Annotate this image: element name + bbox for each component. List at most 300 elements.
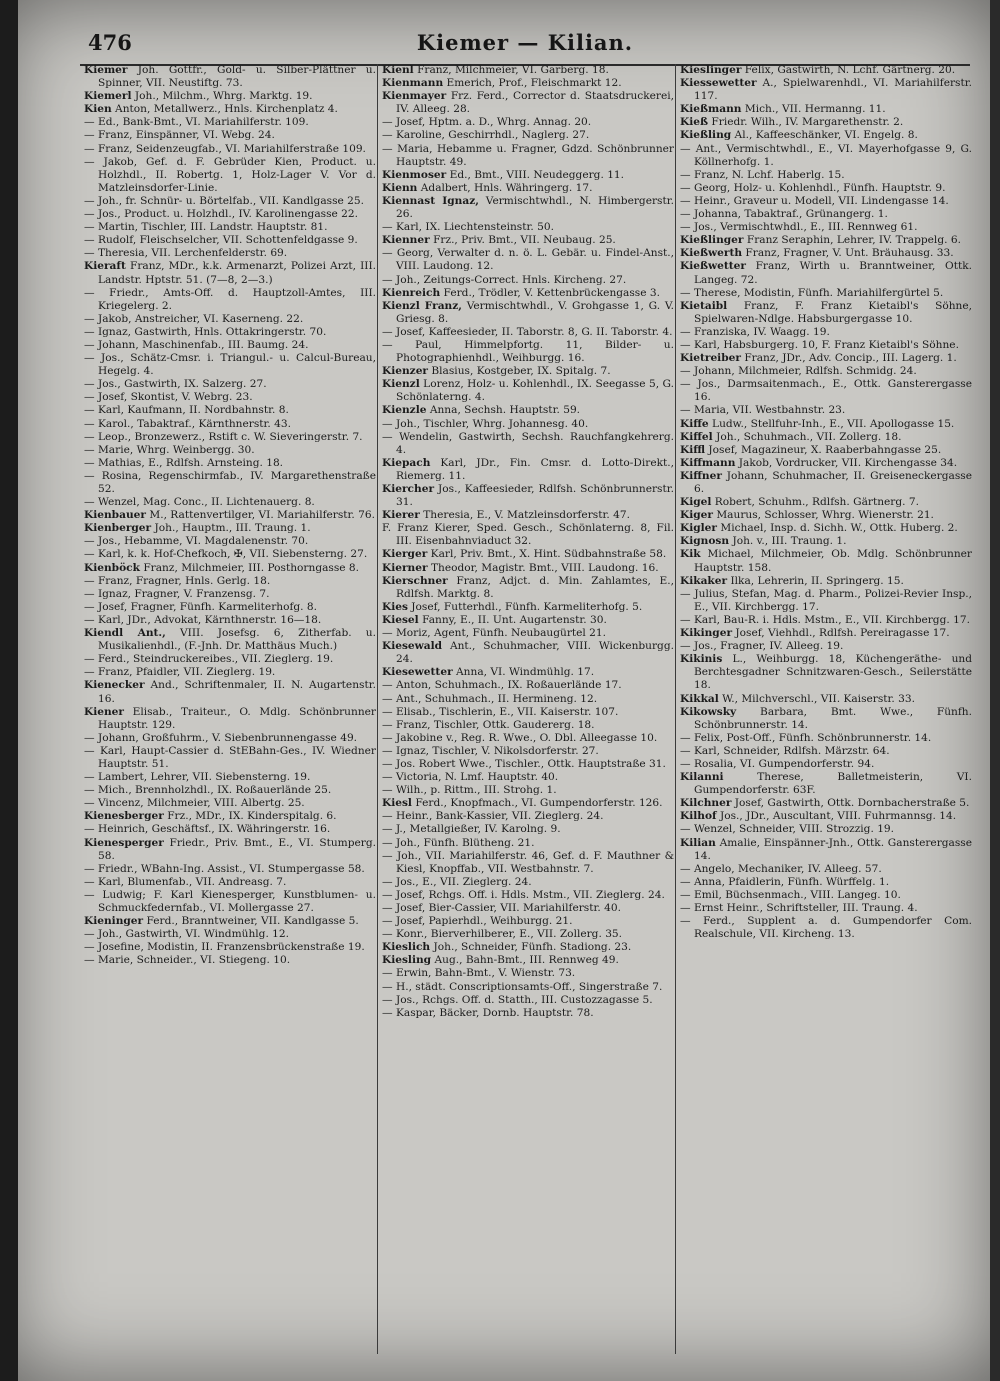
entry-details: Ferd., Branntweiner, VII. Kandlgasse 5. [143, 915, 359, 928]
directory-sub-entry [382, 915, 674, 928]
directory-entry [680, 797, 972, 810]
entry-surname: Kienl [382, 64, 414, 76]
directory-sub-entry [680, 339, 972, 352]
entry-surname: Kignosn [680, 535, 730, 548]
directory-entry [84, 627, 376, 653]
directory-entry [680, 247, 972, 260]
directory-entry [382, 562, 674, 575]
directory-entry [382, 548, 674, 561]
directory-sub-entry [84, 391, 376, 404]
entry-surname: Kienn [382, 181, 418, 194]
entry-details: — Rosina, Regenschirmfab., IV. Margarethenstraße 52. [84, 469, 376, 495]
entry-details: — Ludwig; F. Karl Kienesperger, Kunstblumen- u. Schmuckfedernfab., VI. Mollergasse 27. [84, 888, 376, 914]
entry-surname: Kiepach [382, 456, 431, 469]
entry-surname: Kierer [382, 509, 420, 522]
entry-details: — Jos., Darmsaitenmach., E., Ottk. Gansterergasse 16. [680, 378, 972, 404]
entry-details: Adalbert, Hnls. Währingerg. 17. [417, 181, 593, 194]
entry-details: Johann, Schuhmacher, II. Greiseneckergasse 6. [694, 469, 972, 495]
entry-details: — Karl, Habsburgerg. 10, F. Franz Kietaibl's Söhne. [680, 338, 959, 351]
entry-details: — Ant., Schuhmach., II. Hermineng. 12. [382, 692, 598, 705]
directory-entry [382, 195, 674, 221]
entry-surname: Kienreich [382, 286, 441, 299]
directory-entry [382, 378, 674, 404]
directory-entry [382, 169, 674, 182]
entry-details: Therese, Balletmeisterin, VI. Gumpendorferstr. 63F. [694, 771, 972, 797]
directory-entry [680, 77, 972, 103]
entry-surname: Kien [84, 103, 112, 116]
entry-surname: Kiesewetter [382, 666, 453, 679]
entry-surname: Kienner [382, 234, 430, 247]
entry-details: — Heinr., Bank-Kassier, VII. Zieglerg. 24. [382, 810, 604, 823]
directory-entry [680, 653, 972, 692]
entry-details: — Karl, Schneider, Rdlfsh. Märzstr. 64. [680, 744, 890, 757]
directory-sub-entry [382, 745, 674, 758]
directory-sub-entry [382, 116, 674, 129]
directory-entry [84, 260, 376, 286]
entry-details: — Jos., Vermischtwhdl., E., III. Rennweg 61. [680, 221, 918, 234]
entry-surname: Kiendl Ant., [84, 627, 166, 640]
entry-surname: Kies [382, 600, 408, 613]
entry-details: Franz, Milchmeier, VI. Garberg. 18. [413, 64, 609, 76]
entry-details: Ferd., Trödler, V. Kettenbrückengasse 3. [440, 286, 660, 299]
entry-details: — Julius, Stefan, Mag. d. Pharm., Polizei-Revier Insp., E., VII. Kirchbergg. 17. [680, 587, 972, 613]
entry-details: Anton, Metallwerz., Hnls. Kirchenplatz 4. [111, 103, 338, 116]
entry-surname: Kienesperger [84, 836, 164, 849]
directory-entry [84, 837, 376, 863]
entry-details: — Josef, Kaffeesieder, II. Taborstr. 8, G. II. Taborstr. 4. [382, 325, 673, 338]
directory-sub-entry [680, 221, 972, 234]
entry-details: — Franz, N. Lchf. Haberlg. 15. [680, 168, 845, 181]
entry-details: — Joh., fr. Schnür- u. Börtelfab., VII. Kandlgasse 25. [84, 194, 364, 207]
directory-entry [382, 90, 674, 116]
directory-sub-entry [382, 1007, 674, 1020]
entry-details: Joh. Gottfr., Gold- u. Silber-Plättner u. Spinner, VII. Neustiftg. 73. [98, 64, 376, 90]
directory-entry [680, 444, 972, 457]
entry-details: W., Milchverschl., VII. Kaiserstr. 33. [718, 692, 916, 705]
directory-sub-entry [84, 548, 376, 561]
entry-details: — Victoria, N. Lmf. Hauptstr. 40. [382, 771, 559, 784]
directory-entry [680, 706, 972, 732]
page-number: 476 [88, 30, 132, 55]
directory-entry [382, 601, 674, 614]
entry-surname: Kieslich [382, 941, 431, 954]
directory-sub-entry [84, 431, 376, 444]
directory-sub-entry [382, 823, 674, 836]
directory-sub-entry [382, 326, 674, 339]
directory-entry [680, 260, 972, 286]
entry-surname: Kiesling [382, 954, 432, 967]
entry-details: — Leop., Bronzewerz., Rstift c. W. Sieveringerstr. 7. [84, 430, 363, 443]
entry-surname: Kiercher [382, 483, 435, 495]
entry-details: Franz Seraphin, Lehrer, IV. Trappelg. 6. [743, 234, 961, 247]
entry-details: Friedr., Priv. Bmt., E., VI. Stumperg. 58. [98, 836, 376, 862]
directory-sub-entry [84, 614, 376, 627]
entry-details: — Johann, Milchmeier, Rdlfsh. Schmidg. 24. [680, 365, 917, 378]
entry-details: Frz., MDr., IX. Kinderspitalg. 6. [163, 810, 337, 823]
entry-surname: Kiesewald [382, 640, 443, 653]
directory-sub-entry [680, 915, 972, 941]
entry-details: — Ignaz, Tischler, V. Nikolsdorferstr. 27. [382, 744, 599, 757]
entry-details: — Johann, Großfuhrm., V. Siebenbrunnengasse 49. [84, 731, 358, 744]
directory-sub-entry [382, 418, 674, 431]
entry-details: — Erwin, Bahn-Bmt., V. Wienstr. 73. [382, 967, 576, 980]
entry-details: — Friedr., WBahn-Ing. Assist., VI. Stumpergasse 58. [84, 862, 365, 875]
directory-entry [680, 418, 972, 431]
directory-sub-entry [84, 195, 376, 208]
entry-details: Vermischtwhdl., N. Himbergerstr. 26. [396, 194, 674, 221]
entry-details: — Friedr., Amts-Off. d. Hauptzoll-Amtes, III. Kriegelerg. 2. [84, 286, 376, 312]
entry-details: — Konr., Bierverhilberer, E., VII. Zollerg. 35. [382, 928, 623, 941]
entry-details: — Jos., Product. u. Holzhdl., IV. Karolinengasse 22. [84, 208, 358, 221]
directory-entry [84, 810, 376, 823]
directory-sub-entry [382, 706, 674, 719]
directory-entry [84, 64, 376, 90]
directory-entry [382, 457, 674, 483]
entry-details: — Josef, Fragner, Fünfh. Karmeliterhofg. 8. [84, 600, 318, 613]
entry-details: F. Franz Kierer, Sped. Gesch., Schönlaterng. 8, Fil. III. Eisenbahnviaduct 32. [382, 522, 674, 548]
directory-sub-entry [680, 863, 972, 876]
entry-details: — Franz, Tischler, Ottk. Gaudererg. 18. [382, 718, 595, 731]
entry-details: And., Schriftenmaler, II. N. Augartenstr. 16. [98, 679, 376, 705]
entry-details: Ilka, Lehrerin, II. Springerg. 15. [727, 574, 904, 587]
entry-details: — Heinr., Graveur u. Modell, VII. Lindengasse 14. [680, 194, 949, 207]
entry-details: — Josef, Hptm. a. D., Whrg. Annag. 20. [382, 116, 592, 129]
entry-details: — Maria, Hebamme u. Fragner, Gdzd. Schönbrunner Hauptstr. 49. [382, 142, 674, 168]
directory-sub-entry [84, 535, 376, 548]
scan-edge-right [990, 0, 1000, 1381]
entry-details: — Jos. Robert Wwe., Tischler., Ottk. Hauptstraße 31. [382, 757, 666, 770]
entry-details: — Ignaz, Fragner, V. Franzensg. 7. [84, 587, 270, 600]
directory-sub-entry [680, 902, 972, 915]
directory-sub-entry [84, 418, 376, 431]
directory-sub-entry [84, 143, 376, 156]
directory-entry [84, 706, 376, 732]
entry-details: — Franziska, IV. Waagg. 19. [680, 325, 830, 338]
entry-details: — Josef, Rchgs. Off. i. Hdls. Mstm., VII. Zieglerg. 24. [382, 888, 665, 901]
entry-details: Amalie, Einspänner-Jnh., Ottk. Gansterergasse 14. [694, 836, 972, 862]
entry-details: Josef, Viehhdl., Rdlfsh. Pereiragasse 17. [732, 627, 950, 640]
entry-details: Ant., Schuhmacher, VIII. Wickenburgg. 24. [396, 640, 674, 666]
entry-surname: Kik [680, 548, 701, 561]
directory-sub-entry [382, 967, 674, 980]
directory-sub-entry [84, 889, 376, 915]
entry-details: Fanny, E., II. Unt. Augartenstr. 30. [418, 613, 607, 626]
directory-sub-entry [84, 771, 376, 784]
entry-details: Theodor, Magistr. Bmt., VIII. Laudong. 16. [427, 561, 659, 574]
directory-sub-entry [84, 378, 376, 391]
entry-details: Jakob, Vordrucker, VII. Kirchengasse 34. [735, 456, 958, 469]
directory-sub-entry [382, 679, 674, 692]
entry-details: — Joh., VII. Mariahilferstr. 46, Gef. d. F. Mauthner & Kiesl, Knopffab., VII. Westbahnstr. 7. [382, 849, 674, 875]
directory-sub-entry [84, 863, 376, 876]
entry-details: — Kaspar, Bäcker, Dornb. Hauptstr. 78. [382, 1006, 594, 1019]
entry-details: Al., Kaffeeschänker, VI. Engelg. 8. [731, 129, 918, 142]
entry-details: Aug., Bahn-Bmt., III. Rennweg 49. [431, 954, 619, 967]
entry-details: Elisab., Traiteur., O. Mdlg. Schönbrunner Hauptstr. 129. [98, 705, 376, 731]
entry-surname: Kieraft [84, 260, 126, 273]
entry-surname: Kiffl [680, 443, 706, 456]
entry-surname: Kikinger [680, 627, 733, 640]
column-1 [84, 64, 376, 1360]
directory-sub-entry [382, 994, 674, 1007]
scan-edge-left [0, 0, 18, 1381]
entry-details: — Mathias, E., Rdlfsh. Arnsteing. 18. [84, 456, 284, 469]
directory-sub-entry [84, 666, 376, 679]
directory-sub-entry [84, 653, 376, 666]
entry-details: — Joh., Fünfh. Blütheng. 21. [382, 836, 535, 849]
entry-surname: Kienzl Franz, [382, 299, 462, 312]
directory-sub-entry [382, 431, 674, 457]
directory-sub-entry [84, 496, 376, 509]
entry-details: Michael, Insp. d. Sichh. W., Ottk. Huberg. 2. [717, 522, 958, 535]
entry-surname: Kienberger [84, 522, 152, 535]
entry-surname: Kilanni [680, 771, 724, 784]
entry-details: Joh., Schneider, Fünfh. Stadiong. 23. [430, 941, 632, 954]
entry-surname: Kienbauer [84, 509, 146, 522]
directory-sub-entry [382, 889, 674, 902]
directory-entry [382, 300, 674, 326]
entry-surname: Kikaker [680, 574, 728, 587]
directory-sub-entry [84, 588, 376, 601]
entry-details: — Paul, Himmelpfortg. 11, Bilder- u. Photographienhdl., Weihburgg. 16. [382, 338, 674, 365]
directory-entry [680, 457, 972, 470]
directory-sub-entry [84, 928, 376, 941]
directory-entry [680, 234, 972, 247]
directory-entry [680, 431, 972, 444]
entry-details: — Vincenz, Milchmeier, VIII. Albertg. 25. [84, 797, 305, 810]
entry-details: — Karl, Kaufmann, II. Nordbahnstr. 8. [84, 404, 289, 417]
directory-entry [382, 941, 674, 954]
directory-sub-entry [84, 208, 376, 221]
entry-details: — Wenzel, Mag. Conc., II. Lichtenauerg. 8. [84, 496, 315, 509]
entry-surname: Kilhof [680, 810, 717, 823]
entry-surname: Kienmann [382, 77, 444, 90]
entry-details: — Georg, Verwalter d. n. ö. L. Gebär. u. Findel-Anst., VIII. Laudong. 12. [382, 247, 674, 273]
directory-sub-entry [382, 732, 674, 745]
directory-sub-entry [680, 876, 972, 889]
directory-sub-entry [382, 771, 674, 784]
directory-sub-entry [680, 195, 972, 208]
entry-details: Karl, JDr., Fin. Cmsr. d. Lotto-Direkt., Riemerg. 11. [396, 456, 674, 482]
entry-details: Franz, MDr., k.k. Armenarzt, Polizei Arzt, III. Landstr. Hptstr. 51. (7—8, 2—3.) [98, 260, 376, 286]
column-divider [675, 64, 676, 1354]
entry-details: — Johann, Maschinenfab., III. Baumg. 24. [84, 338, 309, 351]
entry-surname: Kiesl [382, 797, 412, 810]
entry-details: Jos., Kaffeesieder, Rdlfsh. Schönbrunnerstr. 31. [396, 483, 674, 509]
entry-details: — Jakobine v., Reg. R. Wwe., O. Dbl. Alleegasse 10. [382, 731, 658, 744]
directory-sub-entry [382, 810, 674, 823]
entry-surname: Kiger [680, 509, 713, 522]
entry-details: — Mich., Brennholzhdl., IX. Roßauerlände 25. [84, 784, 332, 797]
directory-sub-entry [680, 758, 972, 771]
entry-details: — Ant., Vermischtwhdl., E., VI. Mayerhofgasse 9, G. Köllnerhofg. 1. [680, 142, 972, 168]
entry-details: — Jos., Gastwirth, IX. Salzerg. 27. [84, 378, 267, 391]
directory-entry [382, 77, 674, 90]
entry-details: — Maria, VII. Westbahnstr. 23. [680, 404, 846, 417]
columns-container [84, 64, 976, 1360]
entry-details: — Ferd., Steindruckereibes., VII. Zieglerg. 19. [84, 653, 334, 666]
directory-entry [680, 496, 972, 509]
entry-surname: Kiesel [382, 613, 419, 626]
entry-details: Josef, Magazineur, X. Raaberbahngasse 25. [705, 443, 942, 456]
entry-details: — Jos., Hebamme, VI. Magdalenenstr. 70. [84, 535, 309, 548]
entry-details: — Moriz, Agent, Fünfh. Neubaugürtel 21. [382, 627, 607, 640]
entry-surname: Kieß [680, 116, 709, 129]
directory-sub-entry [84, 234, 376, 247]
directory-entry [382, 404, 674, 417]
directory-entry [382, 182, 674, 195]
entry-details: — Karl, Bau-R. i. Hdls. Mstm., E., VII. Kirchbergg. 17. [680, 613, 970, 626]
entry-details: — Wilh., p. Rittm., III. Strohg. 1. [382, 784, 557, 797]
entry-details: M., Rattenvertilger, VI. Mariahilferstr. 76. [145, 509, 376, 522]
entry-details: — Angelo, Mechaniker, IV. Alleeg. 57. [680, 862, 882, 875]
entry-details: — Josefine, Modistin, II. Franzensbrückenstraße 19. [84, 941, 365, 954]
directory-sub-entry [84, 823, 376, 836]
entry-details: — Karoline, Geschirrhdl., Naglerg. 27. [382, 129, 590, 142]
entry-details: — Jakob, Gef. d. F. Gebrüder Kien, Product. u. Holzhdl., II. Robertg. 1, Holz-Lager V. Vor d. Matzleinsdorfer-Linie. [84, 155, 376, 194]
entry-details: — Felix, Post-Off., Fünfh. Schönbrunnerstr. 14. [680, 731, 932, 744]
entry-surname: Kierger [382, 548, 428, 561]
column-3 [680, 64, 972, 1360]
entry-details: Josef, Futterhdl., Fünfh. Karmeliterhofg. 5. [407, 600, 643, 613]
entry-details: — Anton, Schuhmach., IX. Roßauerlände 17. [382, 679, 622, 692]
directory-sub-entry [680, 640, 972, 653]
directory-sub-entry [84, 575, 376, 588]
entry-details: — Franz, Einspänner, VI. Webg. 24. [84, 129, 275, 142]
entry-surname: Kienmoser [382, 168, 447, 181]
directory-entry [680, 522, 972, 535]
entry-details: — Johanna, Tabaktraf., Grünangerg. 1. [680, 208, 888, 221]
entry-surname: Kienzer [382, 365, 429, 378]
entry-details: Barbara, Bmt. Wwe., Fünfh. Schönbrunnerstr. 14. [694, 705, 972, 731]
entry-surname: Kietreiber [680, 352, 741, 365]
entry-details: Felix, Gastwirth, N. Lchf. Gärtnerg. 20. [741, 64, 956, 76]
entry-surname: Kiessewetter [680, 77, 757, 90]
directory-sub-entry [84, 876, 376, 889]
entry-details: A., Spielwarenhdl., VI. Mariahilferstr. 117. [694, 77, 972, 103]
directory-sub-entry [84, 339, 376, 352]
entry-surname: Kienecker [84, 679, 145, 692]
directory-sub-entry [680, 287, 972, 300]
directory-sub-entry [84, 287, 376, 313]
entry-details: — Karol., Tabaktraf., Kärnthnerstr. 43. [84, 417, 292, 430]
entry-details: — Josef, Papierhdl., Weihburgg. 21. [382, 915, 573, 928]
entry-details: Franz, Wirth u. Branntweiner, Ottk. Langeg. 72. [694, 260, 972, 286]
entry-details: Franz, Milchmeier, III. Posthorngasse 8. [139, 561, 360, 574]
directory-entry [382, 509, 674, 522]
directory-entry [680, 300, 972, 326]
entry-details: Theresia, E., V. Matzleinsdorferstr. 47. [419, 509, 630, 522]
entry-details: — Karl, Haupt-Cassier d. StEBahn-Ges., IV. Wiedner Hauptstr. 51. [84, 744, 376, 770]
directory-entry [382, 365, 674, 378]
directory-sub-entry [680, 588, 972, 614]
entry-details: — Marie, Schneider., VI. Stiegeng. 10. [84, 954, 291, 967]
entry-details: — Ferd., Supplent a. d. Gumpendorfer Com. Realschule, VII. Kircheng. 13. [680, 915, 972, 941]
entry-details: — Anna, Pfaidlerin, Fünfh. Würffelg. 1. [680, 875, 890, 888]
directory-entry [84, 509, 376, 522]
entry-details: — Jakob, Anstreicher, VI. Kaserneng. 22. [84, 312, 304, 325]
directory-sub-entry [382, 981, 674, 994]
directory-sub-entry [382, 627, 674, 640]
directory-entry [382, 640, 674, 666]
entry-details: — Wendelin, Gastwirth, Sechsh. Rauchfangkehrerg. 4. [382, 430, 674, 456]
directory-sub-entry [84, 156, 376, 195]
directory-sub-entry [680, 732, 972, 745]
entry-details: — Emil, Büchsenmach., VIII. Langeg. 10. [680, 888, 901, 901]
entry-surname: Kienzle [382, 404, 427, 417]
entry-details: Frz. Ferd., Corrector d. Staatsdruckerei, IV. Alleeg. 28. [396, 90, 674, 116]
entry-details: — Ernst Heinr., Schriftsteller, III. Traung. 4. [680, 902, 918, 914]
entry-details: Joh. v., III. Traung. 1. [729, 535, 847, 548]
directory-sub-entry [680, 614, 972, 627]
entry-details: — Franz, Pfaidler, VII. Zieglerg. 19. [84, 666, 276, 679]
column-divider [377, 64, 378, 1354]
entry-surname: Kießlinger [680, 234, 744, 247]
directory-sub-entry [382, 129, 674, 142]
entry-details: — Josef, Skontist, V. Webrg. 23. [84, 391, 253, 404]
directory-sub-entry [382, 928, 674, 941]
directory-sub-entry [84, 326, 376, 339]
entry-surname: Kiemerl [84, 90, 132, 103]
directory-sub-entry [382, 693, 674, 706]
directory-sub-entry [382, 876, 674, 889]
directory-sub-entry [382, 837, 674, 850]
directory-sub-entry [382, 143, 674, 169]
directory-entry [680, 352, 972, 365]
entry-surname: Kienböck [84, 561, 140, 574]
entry-surname: Kienzl [382, 378, 420, 391]
entry-details: Joh., Schuhmach., VII. Zollerg. 18. [712, 430, 902, 443]
entry-details: — Theresia, VII. Lerchenfelderstr. 69. [84, 247, 288, 260]
entry-surname: Kiffner [680, 469, 722, 482]
directory-sub-entry [84, 784, 376, 797]
directory-entry [382, 64, 674, 77]
entry-details: Karl, Priv. Bmt., X. Hint. Südbahnstraße 58. [427, 548, 667, 561]
entry-details: — Rudolf, Fleischselcher, VII. Schottenfeldgasse 9. [84, 234, 358, 247]
entry-surname: Kigler [680, 522, 717, 535]
directory-sub-entry [84, 470, 376, 496]
entry-details: Blasius, Kostgeber, IX. Spitalg. 7. [428, 365, 611, 378]
entry-details: L., Weihburgg. 18, Küchengeräthe- und Berchtesgadner Schnitzwaren-Gesch., Seilerstätte 18. [694, 653, 972, 692]
entry-details: Michael, Milchmeier, Ob. Mdlg. Schönbrunner Hauptstr. 158. [694, 548, 972, 574]
entry-details: Franz, JDr., Adv. Concip., III. Lagerg. 1. [740, 352, 957, 365]
directory-sub-entry [84, 221, 376, 234]
entry-details: Josef, Gastwirth, Ottk. Dornbacherstraße 5. [731, 797, 970, 810]
directory-sub-entry [382, 522, 674, 548]
entry-details: — Marie, Whrg. Weinbergg. 30. [84, 443, 255, 456]
directory-entry [382, 614, 674, 627]
entry-surname: Kiener [84, 705, 124, 718]
directory-sub-entry [382, 850, 674, 876]
page-header [80, 28, 970, 66]
directory-sub-entry [382, 274, 674, 287]
entry-surname: Kikowsky [680, 705, 737, 718]
directory-sub-entry [84, 457, 376, 470]
directory-entry [680, 810, 972, 823]
entry-details: — Heinrich, Geschäftsf., IX. Währingerstr. 16. [84, 823, 331, 836]
entry-details: Maurus, Schlosser, Whrg. Wienerstr. 21. [712, 509, 934, 522]
entry-details: — Lambert, Lehrer, VII. Siebensterng. 19. [84, 771, 311, 784]
entry-details: Emerich, Prof., Fleischmarkt 12. [443, 77, 622, 90]
directory-sub-entry [680, 378, 972, 404]
directory-entry [382, 483, 674, 509]
entry-details: — Ignaz, Gastwirth, Hnls. Ottakringerstr. 70. [84, 325, 327, 338]
running-head: Kiemer — Kilian. [416, 30, 634, 55]
entry-surname: Kießwetter [680, 260, 746, 273]
entry-surname: Kieslinger [680, 64, 742, 76]
directory-entry [680, 837, 972, 863]
directory-sub-entry [680, 182, 972, 195]
